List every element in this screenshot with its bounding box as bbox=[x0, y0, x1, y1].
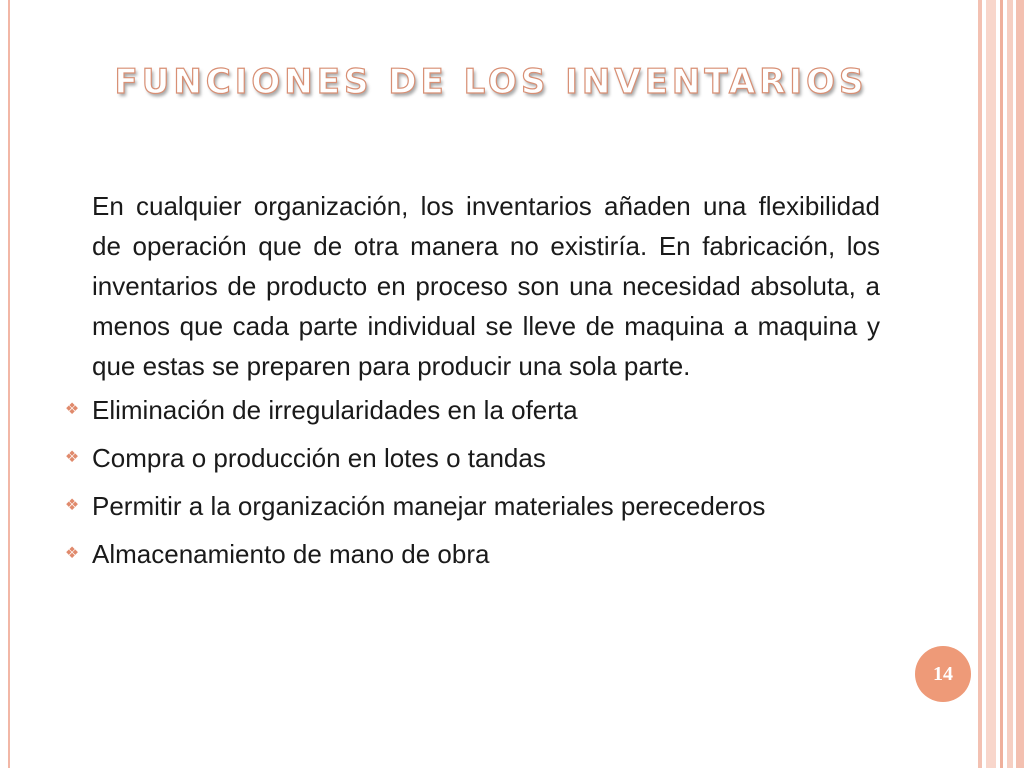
list-item bbox=[60, 438, 880, 478]
diamond-bullet-icon: ❖ bbox=[64, 401, 80, 418]
intro-paragraph: En cualquier organización, los inventarios añaden una flexibilidad de operación que de otra manera no existiría. En fabricación, los inventarios de producto en proceso son una necesidad absoluta, a menos que cada parte individual se lleve de maquina a maquina y que estas se preparen para producir una sola parte. bbox=[92, 191, 880, 381]
page-number-badge bbox=[915, 646, 971, 702]
left-border-line bbox=[8, 0, 10, 768]
page-number: 14 bbox=[933, 662, 953, 685]
bullet-text: Permitir a la organización manejar materiales perecederos bbox=[92, 491, 766, 521]
slide-body bbox=[60, 186, 880, 582]
list-item bbox=[60, 534, 880, 574]
bullet-text: Eliminación de irregularidades en la oferta bbox=[92, 395, 578, 425]
bullet-list bbox=[60, 390, 880, 574]
list-item bbox=[60, 390, 880, 430]
diamond-bullet-icon: ❖ bbox=[64, 545, 80, 562]
stripe bbox=[1000, 0, 1003, 768]
bullet-text: Almacenamiento de mano de obra bbox=[92, 539, 490, 569]
stripe bbox=[1016, 0, 1024, 768]
stripe bbox=[1007, 0, 1013, 768]
diamond-bullet-icon: ❖ bbox=[64, 449, 80, 466]
slide-title: FUNCIONES DE LOS INVENTARIOS bbox=[114, 62, 868, 102]
stripe bbox=[978, 0, 982, 768]
list-item bbox=[60, 486, 880, 526]
right-decorative-stripes bbox=[978, 0, 1024, 768]
bullet-text: Compra o producción en lotes o tandas bbox=[92, 443, 546, 473]
stripe bbox=[986, 0, 996, 768]
diamond-bullet-icon: ❖ bbox=[64, 497, 80, 514]
